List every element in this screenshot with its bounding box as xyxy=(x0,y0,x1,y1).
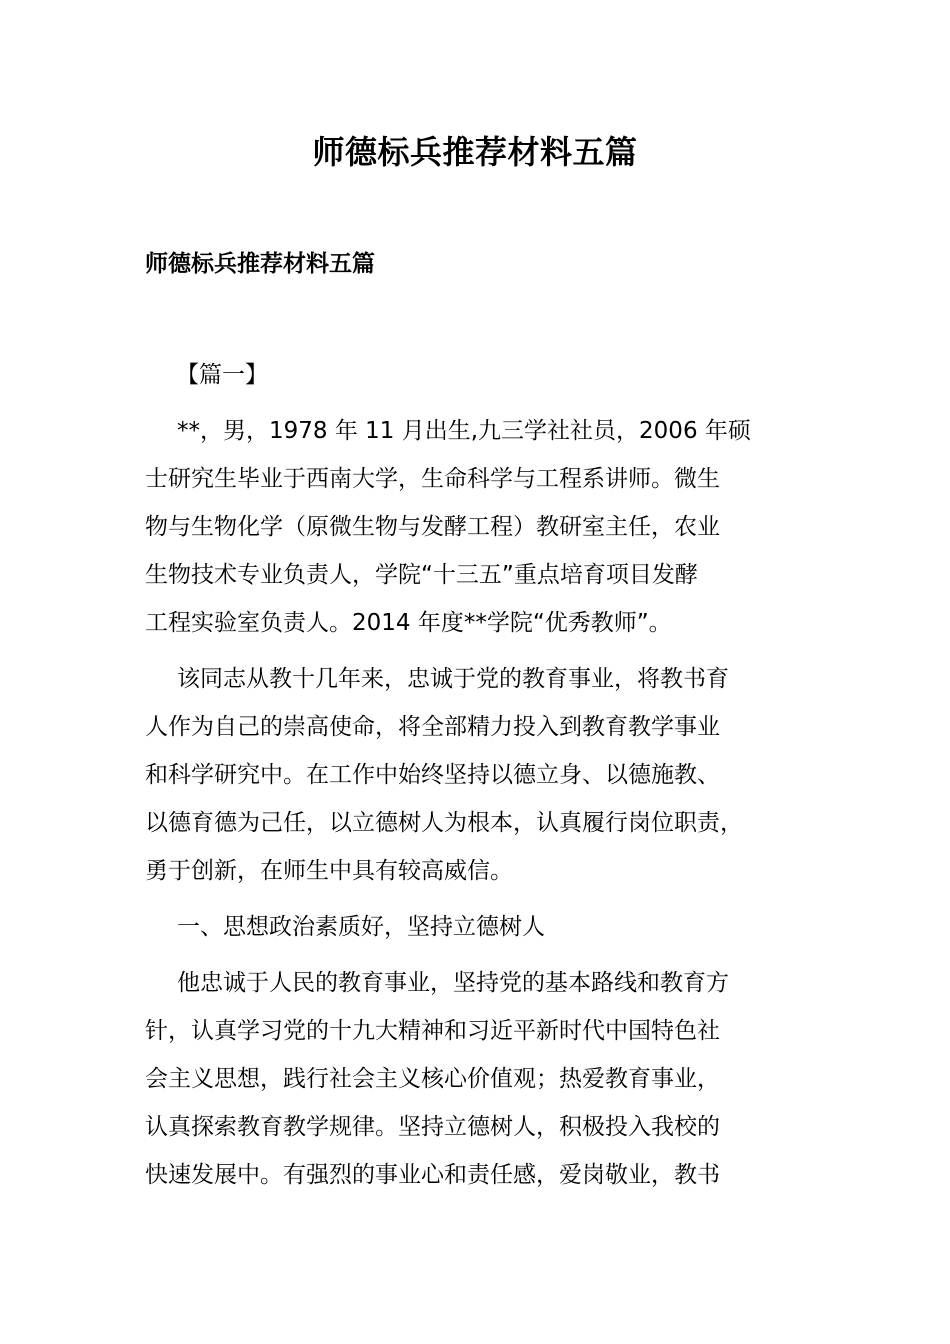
body-line: 他忠诚于人民的教育事业，坚持党的基本路线和教育方 xyxy=(177,970,729,996)
document-subtitle: 师德标兵推荐材料五篇 xyxy=(145,251,375,277)
body-line: 士研究生毕业于西南大学，生命科学与工程系讲师。微生 xyxy=(145,466,720,492)
section-label: 【篇一】 xyxy=(176,362,268,388)
body-line: 以德育德为己任，以立德树人为根本，认真履行岗位职责， xyxy=(145,810,743,836)
body-line: 物与生物化学（原微生物与发酵工程）教研室主任，农业 xyxy=(145,514,720,540)
body-line: 认真探索教育教学规律。坚持立德树人，积极投入我校的 xyxy=(145,1114,720,1140)
body-line: 该同志从教十几年来，忠诚于党的教育事业，将教书育 xyxy=(177,666,729,692)
body-line: 针，认真学习党的十九大精神和习近平新时代中国特色社 xyxy=(145,1018,720,1044)
body-line: **，男，1978 年 11 月出生,九三学社社员，2006 年硕 xyxy=(177,418,751,444)
body-line: 一、思想政治素质好，坚持立德树人 xyxy=(177,914,545,940)
document-title: 师德标兵推荐材料五篇 xyxy=(312,133,638,171)
body-line: 工程实验室负责人。2014 年度**学院“优秀教师”。 xyxy=(145,610,672,636)
body-line: 会主义思想，践行社会主义核心价值观；热爱教育事业， xyxy=(145,1066,720,1092)
body-line: 勇于创新，在师生中具有较高威信。 xyxy=(145,858,513,884)
body-line: 人作为自己的崇高使命，将全部精力投入到教育教学事业 xyxy=(145,714,720,740)
body-text xyxy=(145,407,805,1199)
body-line: 和科学研究中。在工作中始终坚持以德立身、以德施教、 xyxy=(145,762,720,788)
body-line: 生物技术专业负责人，学院“十三五”重点培育项目发酵 xyxy=(145,562,698,588)
body-line: 快速发展中。有强烈的事业心和责任感，爱岗敬业，教书 xyxy=(145,1162,720,1188)
